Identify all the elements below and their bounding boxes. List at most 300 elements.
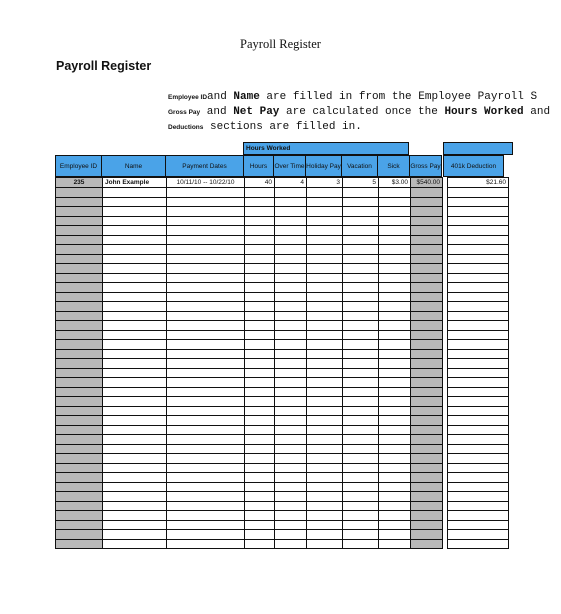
cell-over-time[interactable] xyxy=(275,235,307,245)
cell-employee-id[interactable] xyxy=(56,539,103,549)
cell-employee-id[interactable] xyxy=(56,520,103,530)
cell-holiday-pay[interactable] xyxy=(307,340,343,350)
cell-sick[interactable] xyxy=(379,530,411,540)
cell-name[interactable] xyxy=(103,311,167,321)
cell-deduction-401k[interactable] xyxy=(448,435,509,445)
cell-employee-id[interactable] xyxy=(56,454,103,464)
cell-vacation[interactable] xyxy=(343,435,379,445)
cell-holiday-pay[interactable] xyxy=(307,330,343,340)
cell-holiday-pay[interactable] xyxy=(307,530,343,540)
cell-payment-dates[interactable] xyxy=(167,359,245,369)
cell-deduction-401k[interactable] xyxy=(448,311,509,321)
cell-over-time[interactable] xyxy=(275,454,307,464)
cell-payment-dates[interactable] xyxy=(167,435,245,445)
cell-vacation[interactable] xyxy=(343,292,379,302)
cell-gross-pay[interactable] xyxy=(411,501,443,511)
cell-vacation[interactable] xyxy=(343,340,379,350)
cell-hours[interactable] xyxy=(245,492,275,502)
cell-holiday-pay[interactable] xyxy=(307,473,343,483)
cell-sick[interactable] xyxy=(379,340,411,350)
cell-hours[interactable] xyxy=(245,501,275,511)
cell-deduction-401k[interactable] xyxy=(448,444,509,454)
cell-vacation[interactable] xyxy=(343,387,379,397)
cell-employee-id[interactable] xyxy=(56,425,103,435)
cell-sick[interactable] xyxy=(379,302,411,312)
cell-sick[interactable] xyxy=(379,283,411,293)
cell-name[interactable] xyxy=(103,435,167,445)
cell-name[interactable] xyxy=(103,539,167,549)
cell-sick[interactable] xyxy=(379,463,411,473)
cell-employee-id[interactable] xyxy=(56,311,103,321)
cell-payment-dates[interactable] xyxy=(167,264,245,274)
cell-hours[interactable] xyxy=(245,188,275,198)
cell-employee-id[interactable] xyxy=(56,435,103,445)
cell-vacation[interactable] xyxy=(343,254,379,264)
cell-holiday-pay[interactable] xyxy=(307,463,343,473)
cell-payment-dates[interactable] xyxy=(167,216,245,226)
cell-deduction-401k[interactable] xyxy=(448,463,509,473)
cell-gross-pay[interactable] xyxy=(411,473,443,483)
cell-over-time[interactable] xyxy=(275,264,307,274)
cell-deduction-401k[interactable] xyxy=(448,511,509,521)
cell-over-time[interactable] xyxy=(275,435,307,445)
cell-vacation[interactable] xyxy=(343,245,379,255)
cell-gross-pay[interactable] xyxy=(411,416,443,426)
cell-name[interactable] xyxy=(103,501,167,511)
cell-holiday-pay[interactable] xyxy=(307,302,343,312)
cell-over-time[interactable] xyxy=(275,188,307,198)
cell-over-time[interactable] xyxy=(275,283,307,293)
cell-payment-dates[interactable] xyxy=(167,482,245,492)
cell-sick[interactable] xyxy=(379,368,411,378)
cell-employee-id[interactable] xyxy=(56,473,103,483)
cell-deduction-401k[interactable] xyxy=(448,501,509,511)
cell-payment-dates[interactable] xyxy=(167,530,245,540)
cell-name[interactable] xyxy=(103,235,167,245)
cell-gross-pay[interactable] xyxy=(411,435,443,445)
cell-holiday-pay[interactable] xyxy=(307,454,343,464)
cell-vacation[interactable] xyxy=(343,530,379,540)
cell-gross-pay[interactable] xyxy=(411,254,443,264)
cell-gross-pay[interactable] xyxy=(411,207,443,217)
cell-sick[interactable] xyxy=(379,273,411,283)
cell-sick[interactable] xyxy=(379,492,411,502)
cell-holiday-pay[interactable] xyxy=(307,539,343,549)
cell-sick[interactable] xyxy=(379,245,411,255)
cell-vacation[interactable] xyxy=(343,321,379,331)
cell-holiday-pay[interactable] xyxy=(307,416,343,426)
cell-gross-pay[interactable] xyxy=(411,340,443,350)
cell-payment-dates[interactable] xyxy=(167,188,245,198)
cell-holiday-pay[interactable] xyxy=(307,197,343,207)
cell-vacation[interactable] xyxy=(343,397,379,407)
cell-hours[interactable] xyxy=(245,425,275,435)
cell-payment-dates[interactable] xyxy=(167,425,245,435)
cell-employee-id[interactable] xyxy=(56,264,103,274)
cell-gross-pay[interactable] xyxy=(411,387,443,397)
cell-sick[interactable] xyxy=(379,511,411,521)
cell-name[interactable] xyxy=(103,302,167,312)
cell-name[interactable] xyxy=(103,330,167,340)
cell-holiday-pay[interactable] xyxy=(307,378,343,388)
cell-sick[interactable] xyxy=(379,397,411,407)
cell-over-time[interactable] xyxy=(275,482,307,492)
cell-hours[interactable] xyxy=(245,235,275,245)
cell-name[interactable] xyxy=(103,482,167,492)
cell-name[interactable] xyxy=(103,406,167,416)
cell-deduction-401k[interactable] xyxy=(448,197,509,207)
cell-name[interactable] xyxy=(103,378,167,388)
cell-name[interactable] xyxy=(103,511,167,521)
cell-payment-dates[interactable] xyxy=(167,273,245,283)
cell-over-time[interactable] xyxy=(275,501,307,511)
cell-sick[interactable] xyxy=(379,207,411,217)
cell-hours[interactable] xyxy=(245,368,275,378)
cell-deduction-401k[interactable] xyxy=(448,264,509,274)
cell-hours[interactable] xyxy=(245,311,275,321)
cell-holiday-pay[interactable] xyxy=(307,321,343,331)
cell-hours[interactable] xyxy=(245,378,275,388)
cell-vacation[interactable] xyxy=(343,454,379,464)
cell-employee-id[interactable] xyxy=(56,216,103,226)
cell-hours[interactable] xyxy=(245,273,275,283)
cell-name[interactable] xyxy=(103,349,167,359)
cell-payment-dates[interactable] xyxy=(167,207,245,217)
cell-over-time[interactable] xyxy=(275,302,307,312)
cell-sick[interactable] xyxy=(379,416,411,426)
cell-over-time[interactable] xyxy=(275,311,307,321)
cell-over-time[interactable] xyxy=(275,368,307,378)
cell-name[interactable] xyxy=(103,292,167,302)
cell-deduction-401k[interactable] xyxy=(448,539,509,549)
cell-payment-dates[interactable] xyxy=(167,311,245,321)
cell-sick[interactable] xyxy=(379,435,411,445)
cell-holiday-pay[interactable] xyxy=(307,311,343,321)
cell-employee-id[interactable] xyxy=(56,444,103,454)
cell-vacation[interactable] xyxy=(343,330,379,340)
cell-employee-id[interactable] xyxy=(56,416,103,426)
cell-deduction-401k[interactable] xyxy=(448,397,509,407)
cell-payment-dates[interactable] xyxy=(167,539,245,549)
cell-employee-id[interactable] xyxy=(56,368,103,378)
cell-over-time[interactable] xyxy=(275,226,307,236)
cell-deduction-401k[interactable] xyxy=(448,207,509,217)
cell-gross-pay[interactable] xyxy=(411,216,443,226)
cell-hours[interactable]: 40 xyxy=(245,178,275,188)
cell-deduction-401k[interactable] xyxy=(448,330,509,340)
cell-vacation[interactable] xyxy=(343,511,379,521)
cell-sick[interactable] xyxy=(379,311,411,321)
cell-over-time[interactable] xyxy=(275,425,307,435)
cell-payment-dates[interactable] xyxy=(167,378,245,388)
cell-employee-id[interactable] xyxy=(56,245,103,255)
cell-hours[interactable] xyxy=(245,482,275,492)
cell-employee-id[interactable] xyxy=(56,197,103,207)
cell-hours[interactable] xyxy=(245,539,275,549)
cell-deduction-401k[interactable] xyxy=(448,359,509,369)
cell-name[interactable] xyxy=(103,264,167,274)
cell-hours[interactable] xyxy=(245,254,275,264)
cell-over-time[interactable] xyxy=(275,330,307,340)
cell-deduction-401k[interactable] xyxy=(448,283,509,293)
cell-deduction-401k[interactable] xyxy=(448,349,509,359)
cell-deduction-401k[interactable] xyxy=(448,425,509,435)
cell-employee-id[interactable] xyxy=(56,302,103,312)
cell-gross-pay[interactable] xyxy=(411,530,443,540)
cell-sick[interactable] xyxy=(379,216,411,226)
cell-vacation[interactable] xyxy=(343,501,379,511)
cell-over-time[interactable] xyxy=(275,539,307,549)
cell-deduction-401k[interactable] xyxy=(448,254,509,264)
cell-gross-pay[interactable] xyxy=(411,321,443,331)
cell-over-time[interactable] xyxy=(275,511,307,521)
cell-deduction-401k[interactable] xyxy=(448,378,509,388)
cell-hours[interactable] xyxy=(245,435,275,445)
cell-payment-dates[interactable] xyxy=(167,321,245,331)
cell-vacation[interactable] xyxy=(343,520,379,530)
cell-vacation[interactable]: 5 xyxy=(343,178,379,188)
cell-sick[interactable] xyxy=(379,425,411,435)
cell-payment-dates[interactable] xyxy=(167,226,245,236)
cell-deduction-401k[interactable] xyxy=(448,530,509,540)
cell-deduction-401k[interactable] xyxy=(448,387,509,397)
cell-hours[interactable] xyxy=(245,520,275,530)
cell-over-time[interactable] xyxy=(275,444,307,454)
cell-gross-pay[interactable] xyxy=(411,425,443,435)
cell-deduction-401k[interactable] xyxy=(448,302,509,312)
cell-gross-pay[interactable] xyxy=(411,292,443,302)
cell-vacation[interactable] xyxy=(343,406,379,416)
cell-gross-pay[interactable] xyxy=(411,245,443,255)
cell-vacation[interactable] xyxy=(343,264,379,274)
cell-over-time[interactable] xyxy=(275,397,307,407)
cell-hours[interactable] xyxy=(245,454,275,464)
cell-employee-id[interactable] xyxy=(56,273,103,283)
cell-deduction-401k[interactable] xyxy=(448,226,509,236)
cell-holiday-pay[interactable] xyxy=(307,492,343,502)
cell-payment-dates[interactable] xyxy=(167,302,245,312)
cell-holiday-pay[interactable] xyxy=(307,292,343,302)
cell-over-time[interactable] xyxy=(275,292,307,302)
cell-over-time[interactable]: 4 xyxy=(275,178,307,188)
cell-gross-pay[interactable] xyxy=(411,264,443,274)
cell-over-time[interactable] xyxy=(275,207,307,217)
cell-name[interactable] xyxy=(103,425,167,435)
cell-payment-dates[interactable] xyxy=(167,368,245,378)
cell-name[interactable] xyxy=(103,387,167,397)
cell-over-time[interactable] xyxy=(275,321,307,331)
cell-vacation[interactable] xyxy=(343,473,379,483)
cell-sick[interactable] xyxy=(379,197,411,207)
cell-vacation[interactable] xyxy=(343,539,379,549)
cell-gross-pay[interactable] xyxy=(411,311,443,321)
cell-employee-id[interactable] xyxy=(56,378,103,388)
cell-over-time[interactable] xyxy=(275,349,307,359)
cell-vacation[interactable] xyxy=(343,311,379,321)
cell-gross-pay[interactable] xyxy=(411,235,443,245)
cell-holiday-pay[interactable] xyxy=(307,207,343,217)
cell-payment-dates[interactable] xyxy=(167,292,245,302)
cell-holiday-pay[interactable] xyxy=(307,387,343,397)
cell-over-time[interactable] xyxy=(275,520,307,530)
cell-payment-dates[interactable] xyxy=(167,387,245,397)
cell-vacation[interactable] xyxy=(343,378,379,388)
cell-employee-id[interactable] xyxy=(56,463,103,473)
cell-payment-dates[interactable] xyxy=(167,397,245,407)
cell-sick[interactable] xyxy=(379,454,411,464)
cell-sick[interactable] xyxy=(379,482,411,492)
cell-employee-id[interactable] xyxy=(56,397,103,407)
cell-holiday-pay[interactable] xyxy=(307,501,343,511)
cell-gross-pay[interactable] xyxy=(411,539,443,549)
cell-hours[interactable] xyxy=(245,473,275,483)
cell-gross-pay[interactable] xyxy=(411,397,443,407)
cell-hours[interactable] xyxy=(245,226,275,236)
cell-payment-dates[interactable] xyxy=(167,406,245,416)
cell-hours[interactable] xyxy=(245,245,275,255)
cell-gross-pay[interactable] xyxy=(411,492,443,502)
cell-name[interactable] xyxy=(103,520,167,530)
cell-payment-dates[interactable] xyxy=(167,245,245,255)
cell-payment-dates[interactable] xyxy=(167,511,245,521)
cell-employee-id[interactable] xyxy=(56,340,103,350)
cell-vacation[interactable] xyxy=(343,302,379,312)
cell-hours[interactable] xyxy=(245,406,275,416)
cell-payment-dates[interactable] xyxy=(167,416,245,426)
cell-vacation[interactable] xyxy=(343,283,379,293)
cell-holiday-pay[interactable] xyxy=(307,349,343,359)
cell-employee-id[interactable] xyxy=(56,406,103,416)
cell-deduction-401k[interactable] xyxy=(448,473,509,483)
cell-hours[interactable] xyxy=(245,359,275,369)
cell-over-time[interactable] xyxy=(275,197,307,207)
cell-deduction-401k[interactable] xyxy=(448,492,509,502)
cell-hours[interactable] xyxy=(245,463,275,473)
cell-deduction-401k[interactable] xyxy=(448,520,509,530)
cell-holiday-pay[interactable] xyxy=(307,511,343,521)
cell-gross-pay[interactable] xyxy=(411,454,443,464)
cell-deduction-401k[interactable] xyxy=(448,292,509,302)
cell-name[interactable] xyxy=(103,444,167,454)
cell-name[interactable] xyxy=(103,416,167,426)
cell-holiday-pay[interactable]: 3 xyxy=(307,178,343,188)
cell-deduction-401k[interactable] xyxy=(448,216,509,226)
cell-gross-pay[interactable] xyxy=(411,406,443,416)
cell-over-time[interactable] xyxy=(275,530,307,540)
cell-hours[interactable] xyxy=(245,330,275,340)
cell-over-time[interactable] xyxy=(275,216,307,226)
cell-holiday-pay[interactable] xyxy=(307,359,343,369)
cell-gross-pay[interactable] xyxy=(411,511,443,521)
cell-sick[interactable] xyxy=(379,473,411,483)
cell-vacation[interactable] xyxy=(343,349,379,359)
cell-employee-id[interactable] xyxy=(56,530,103,540)
cell-sick[interactable] xyxy=(379,378,411,388)
cell-employee-id[interactable] xyxy=(56,292,103,302)
cell-employee-id[interactable] xyxy=(56,283,103,293)
cell-deduction-401k[interactable] xyxy=(448,368,509,378)
cell-vacation[interactable] xyxy=(343,444,379,454)
cell-employee-id[interactable] xyxy=(56,482,103,492)
cell-sick[interactable] xyxy=(379,330,411,340)
cell-vacation[interactable] xyxy=(343,226,379,236)
cell-over-time[interactable] xyxy=(275,359,307,369)
cell-sick[interactable] xyxy=(379,406,411,416)
cell-hours[interactable] xyxy=(245,416,275,426)
cell-employee-id[interactable]: 235 xyxy=(56,178,103,188)
cell-name[interactable] xyxy=(103,188,167,198)
cell-deduction-401k[interactable] xyxy=(448,416,509,426)
cell-name[interactable] xyxy=(103,492,167,502)
cell-hours[interactable] xyxy=(245,397,275,407)
cell-name[interactable] xyxy=(103,283,167,293)
cell-hours[interactable] xyxy=(245,216,275,226)
cell-gross-pay[interactable] xyxy=(411,378,443,388)
cell-payment-dates[interactable] xyxy=(167,444,245,454)
cell-vacation[interactable] xyxy=(343,188,379,198)
cell-name[interactable] xyxy=(103,397,167,407)
cell-hours[interactable] xyxy=(245,340,275,350)
cell-gross-pay[interactable] xyxy=(411,197,443,207)
cell-name[interactable] xyxy=(103,530,167,540)
cell-gross-pay[interactable] xyxy=(411,283,443,293)
cell-payment-dates[interactable] xyxy=(167,330,245,340)
cell-hours[interactable] xyxy=(245,349,275,359)
cell-name[interactable] xyxy=(103,368,167,378)
cell-sick[interactable] xyxy=(379,520,411,530)
cell-hours[interactable] xyxy=(245,197,275,207)
cell-holiday-pay[interactable] xyxy=(307,273,343,283)
cell-gross-pay[interactable] xyxy=(411,482,443,492)
cell-gross-pay[interactable] xyxy=(411,359,443,369)
cell-deduction-401k[interactable]: $21.60 xyxy=(448,178,509,188)
cell-payment-dates[interactable] xyxy=(167,283,245,293)
cell-gross-pay[interactable] xyxy=(411,226,443,236)
cell-vacation[interactable] xyxy=(343,207,379,217)
cell-gross-pay[interactable] xyxy=(411,368,443,378)
cell-payment-dates[interactable] xyxy=(167,520,245,530)
cell-deduction-401k[interactable] xyxy=(448,482,509,492)
cell-employee-id[interactable] xyxy=(56,511,103,521)
cell-holiday-pay[interactable] xyxy=(307,397,343,407)
cell-hours[interactable] xyxy=(245,283,275,293)
cell-holiday-pay[interactable] xyxy=(307,216,343,226)
cell-over-time[interactable] xyxy=(275,463,307,473)
cell-employee-id[interactable] xyxy=(56,359,103,369)
cell-deduction-401k[interactable] xyxy=(448,321,509,331)
cell-name[interactable] xyxy=(103,245,167,255)
cell-sick[interactable] xyxy=(379,501,411,511)
cell-holiday-pay[interactable] xyxy=(307,264,343,274)
cell-hours[interactable] xyxy=(245,511,275,521)
cell-employee-id[interactable] xyxy=(56,501,103,511)
cell-deduction-401k[interactable] xyxy=(448,273,509,283)
cell-sick[interactable] xyxy=(379,226,411,236)
cell-hours[interactable] xyxy=(245,264,275,274)
cell-name[interactable] xyxy=(103,197,167,207)
cell-sick[interactable] xyxy=(379,444,411,454)
cell-name[interactable] xyxy=(103,454,167,464)
cell-over-time[interactable] xyxy=(275,378,307,388)
cell-employee-id[interactable] xyxy=(56,254,103,264)
cell-gross-pay[interactable] xyxy=(411,349,443,359)
cell-gross-pay[interactable]: $540.00 xyxy=(411,178,443,188)
cell-gross-pay[interactable] xyxy=(411,302,443,312)
cell-vacation[interactable] xyxy=(343,416,379,426)
cell-deduction-401k[interactable] xyxy=(448,188,509,198)
cell-name[interactable] xyxy=(103,226,167,236)
cell-name[interactable] xyxy=(103,207,167,217)
